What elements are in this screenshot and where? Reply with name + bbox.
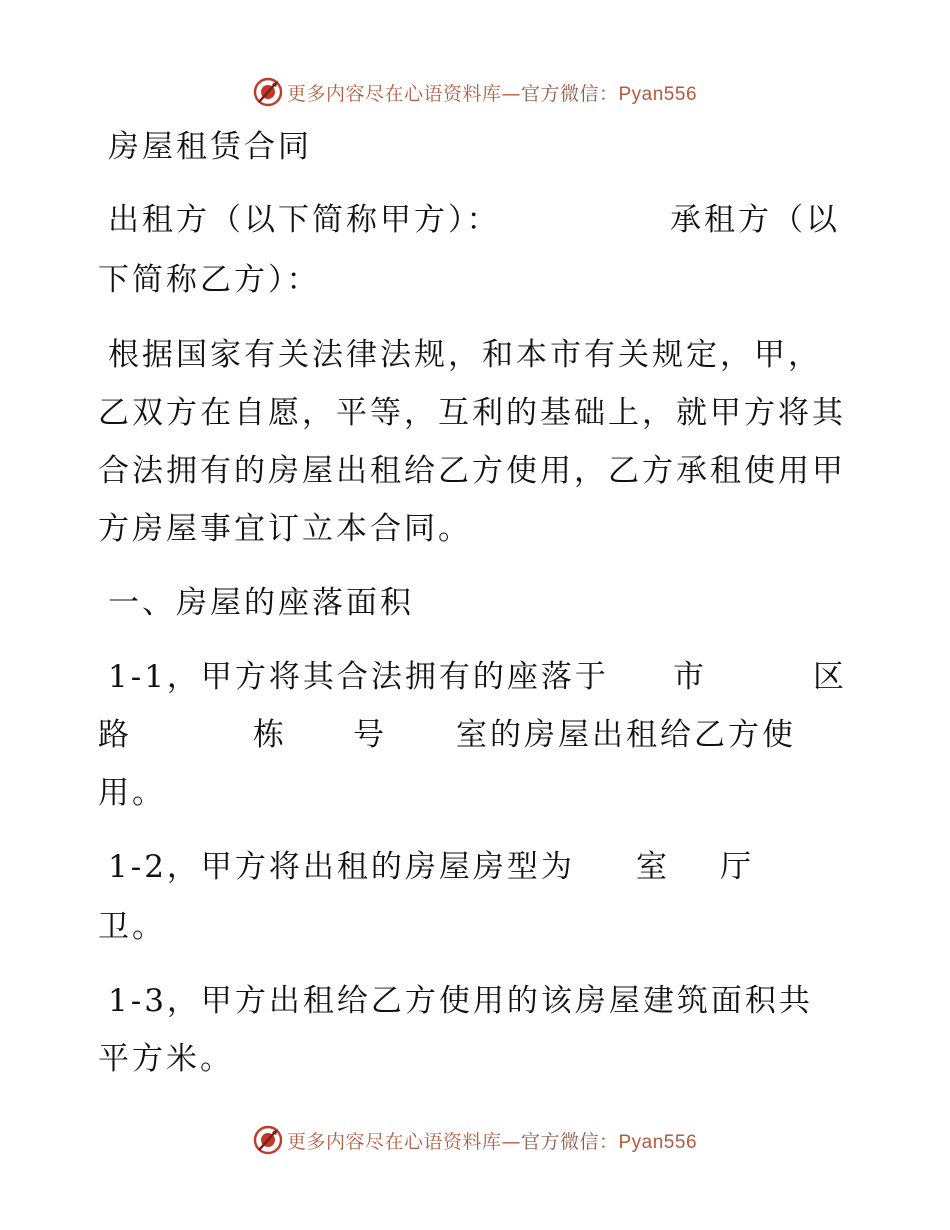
clause-1-1-number: 号 [353,717,387,753]
clause-1-1-road: 路 [98,717,132,753]
lessee-line-1: 承租方（以 [670,202,840,238]
preamble-line-4: 方房屋事宜订立本合同。 [98,511,472,547]
clause-1-3-line-2: 平方米。 [98,1041,234,1077]
clause-1-1-line-2 [98,715,858,755]
watermark-text: 更多内容尽在心语资料库—官方微信：Pyan556 [286,82,698,105]
clause-1-1-text: 1-1，甲方将其合法拥有的座落于 [108,659,609,695]
clause-1-2-rooms: 室 [636,849,670,885]
clause-1-2-line-1 [108,847,858,887]
header-watermark [0,72,950,112]
clause-1-1-district: 区 [813,659,847,695]
lessee-line-2: 下简称乙方）： [98,262,321,298]
preamble-line-1: 根据国家有关法律法规，和本市有关规定，甲， [108,337,822,373]
clause-1-1-line-3: 用。 [98,775,166,811]
watermark-text: 更多内容尽在心语资料库—官方微信：Pyan556 [286,1130,698,1153]
footer-watermark [0,1120,950,1160]
section-1-heading: 一、房屋的座落面积 [108,585,414,621]
preamble-line-3: 合法拥有的房屋出租给乙方使用，乙方承租使用甲 [98,453,846,489]
clause-1-1-city: 市 [673,659,707,695]
preamble-line-2: 乙双方在自愿，平等，互利的基础上，就甲方将其 [98,395,846,431]
clause-1-1-line-1 [108,657,858,697]
document-title: 房屋租赁合同 [108,129,312,165]
clause-1-1-rest: 室的房屋出租给乙方使 [456,717,796,753]
clause-1-1-building: 栋 [253,717,287,753]
clause-1-2-line-2: 卫。 [98,909,166,945]
lessor-line: 出租方（以下简称甲方）： [108,202,501,238]
clause-1-2-text: 1-2，甲方将出租的房屋房型为 [108,849,575,885]
quill-logo-icon [253,77,283,107]
clause-1-2-halls: 厅 [720,849,754,885]
quill-logo-icon [253,1125,283,1155]
clause-1-3-line-1: 1-3，甲方出租给乙方使用的该房屋建筑面积共 [108,983,813,1019]
